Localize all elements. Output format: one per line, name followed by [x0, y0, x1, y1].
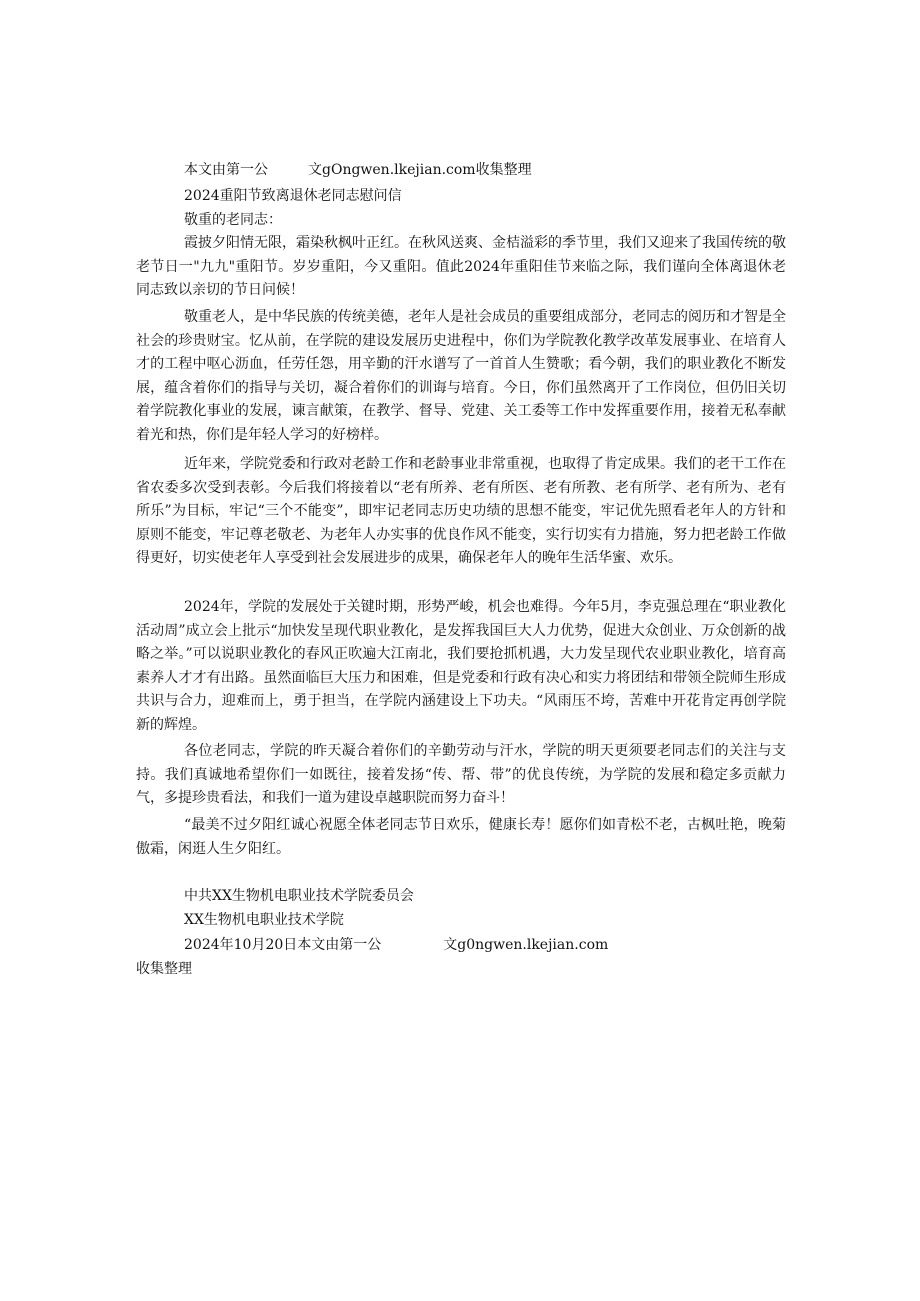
paragraph-1: 霞披夕阳情无限，霜染秋枫叶正红。在秋风送爽、金桔溢彩的季节里，我们又迎来了我国传统的敬老节日一"九九"重阳节。岁岁重阳，今又重阳。值此2024年重阳佳节来临之际，我们谨向全体离退休老同志致以亲切的节日问候！: [136, 235, 786, 299]
letter-title: 2024重阳节致离退休老同志慰问信: [184, 188, 402, 204]
paragraph-3: 近年来，学院党委和行政对老龄工作和老龄事业非常重视，也取得了肯定成果。我们的老干工作在省农委多次受到表彰。今后我们将接着以“老有所养、老有所医、老有所教、老有所学、老有所为、老有所乐”为目标，牢记“三个不能变”，即牢记老同志历史功绩的思想不能变，牢记优先照看老年人的方针和原则不能变，牢记尊老敬老、为老年人办实事的优良作风不能变，实行切实有力措施，努力把老龄工作做得更好，切实使老年人享受到社会发展进步的成果，确保老年人的晚年生活华蜜、欢乐。: [136, 456, 786, 567]
source-prefix: 本文由第一公: [184, 162, 268, 178]
source-site: 文gOngwen.lkejian.com收集整理: [308, 162, 532, 178]
source-header: [184, 159, 532, 181]
signature-org-college: XX生物机电职业技术学院: [184, 912, 344, 928]
signature-site: 文g0ngwen.lkejian.com: [443, 937, 609, 953]
paragraph-2: 敬重老人，是中华民族的传统美德，老年人是社会成员的重要组成部分，老同志的阅历和才智是全社会的珍贵财宝。忆从前，在学院的建设发展历史进程中，你们为学院教化教学改革发展事业、在培育人才的工程中呕心沥血，任劳任怨，用辛勤的汗水谱写了一首首人生赞歌；看今朝，我们的职业教化不断发展，蕴含着你们的指导与关切，凝合着你们的训诲与培育。今日，你们虽然离开了工作岗位，但仍旧关切着学院教化事业的发展，谏言献策，在教学、督导、党建、关工委等工作中发挥重要作用，接着无私奉献着光和热，你们是年轻人学习的好榜样。: [136, 309, 786, 443]
paragraph-4: 2024年，学院的发展处于关键时期，形势严峻，机会也难得。今年5月，李克强总理在“职业教化活动周”成立会上批示“加快发呈现代职业教化，是发挥我国巨大人力优势，促进大众创业、万众创新的战略之举。”可以说职业教化的春风正吹遍大江南北，我们要抢抓机遇，大力发呈现代农业职业教化，培育高素养人才才有出路。虽然面临巨大压力和困难，但是党委和行政有决心和实力将团结和带领全院师生形成共识与合力，迎难而上，勇于担当，在学院内涵建设上下功夫。“风雨压不垮，苦难中开花肯定再创学院新的辉煌。: [136, 599, 786, 733]
paragraph-6: “最美不过夕阳红诚心祝愿全体老同志节日欢乐，健康长寿！愿你们如青松不老，古枫吐艳，晚菊傲霜，闲逛人生夕阳红。: [136, 817, 786, 857]
signature-org-committee: 中共XX生物机电职业技术学院委员会: [184, 888, 414, 904]
signature-date-line: [184, 934, 608, 956]
signature-trailing: 收集整理: [136, 961, 192, 977]
paragraph-5: 各位老同志，学院的昨天凝合着你们的辛勤劳动与汗水，学院的明天更须要老同志们的关注与支持。我们真诚地希望你们一如既往，接着发扬“传、帮、带”的优良传统，为学院的发展和稳定多贡献力气，多提珍贵看法，和我们一道为建设卓越职院而努力奋斗！: [136, 743, 786, 807]
signature-date: 2024年10月20日本文由第一公: [184, 937, 382, 953]
salutation: 敬重的老同志：: [184, 212, 282, 228]
